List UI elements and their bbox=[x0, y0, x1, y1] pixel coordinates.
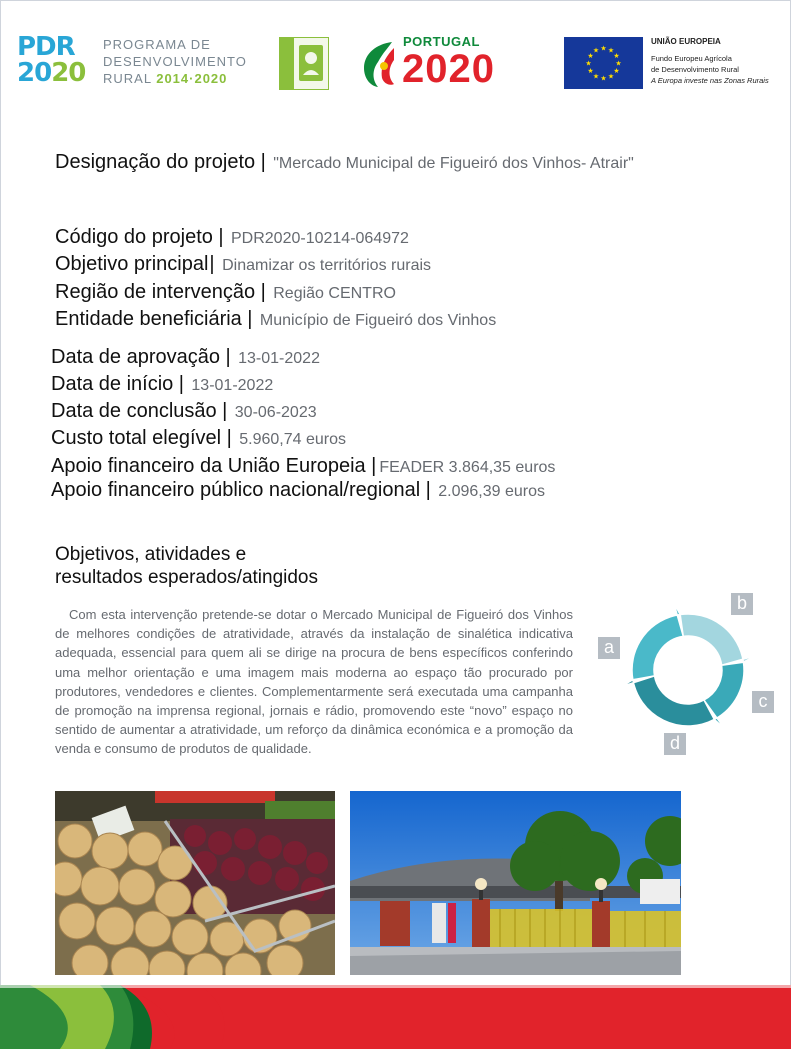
market-photo bbox=[350, 791, 681, 975]
portugal-label: PORTUGAL bbox=[403, 34, 480, 49]
pdr-program-text bbox=[103, 36, 247, 87]
custo-label: Custo total elegível bbox=[51, 427, 222, 449]
designacao-value: "Mercado Municipal de Figueiró dos Vinhos- Atrair" bbox=[273, 155, 634, 172]
aprovacao-label: Data de aprovação bbox=[51, 346, 221, 368]
cycle-ring-icon bbox=[595, 590, 785, 760]
separator: | bbox=[218, 226, 224, 248]
eu-star: ★ bbox=[592, 46, 600, 55]
codigo-label: Código do projeto bbox=[55, 226, 213, 248]
pdr-mark bbox=[17, 34, 85, 86]
portugal2020-logo bbox=[360, 34, 540, 94]
conclusao-label: Data de conclusão bbox=[51, 400, 217, 422]
diagram-label-c: c bbox=[752, 691, 774, 713]
section-title bbox=[55, 543, 318, 589]
pdr-mark-line2b: 20 bbox=[51, 58, 86, 88]
separator: | bbox=[425, 479, 431, 501]
apoio-ue-label: Apoio financeiro da União Europeia bbox=[51, 455, 366, 477]
row-regiao bbox=[55, 281, 396, 304]
designacao-label: Designação do projeto bbox=[55, 151, 256, 173]
row-conclusao bbox=[51, 400, 317, 423]
row-objetivo bbox=[55, 253, 431, 276]
leader-stripe bbox=[280, 38, 294, 89]
apoio-nacional-value: 2.096,39 euros bbox=[438, 483, 545, 500]
diagram-label-d: d bbox=[664, 733, 686, 755]
row-inicio bbox=[51, 373, 273, 396]
inicio-value: 13-01-2022 bbox=[191, 377, 274, 394]
separator: | bbox=[225, 346, 231, 368]
row-apoio-nacional bbox=[51, 479, 545, 502]
objetivo-label: Objetivo principal bbox=[55, 253, 209, 275]
inicio-label: Data de início bbox=[51, 373, 174, 395]
entidade-label: Entidade beneficiária bbox=[55, 308, 242, 330]
eu-star: ★ bbox=[587, 52, 594, 60]
eu-title: UNIÃO EUROPEIA bbox=[651, 37, 721, 46]
cycle-segment-b bbox=[680, 614, 755, 665]
eu-text-block bbox=[651, 36, 781, 86]
portugal-flag-icon bbox=[362, 40, 396, 88]
objetivo-value: Dinamizar os territórios rurais bbox=[222, 257, 432, 274]
codigo-value: PDR2020-10214-064972 bbox=[231, 230, 409, 247]
custo-value: 5.960,74 euros bbox=[239, 431, 346, 448]
eu-flag-icon bbox=[564, 37, 643, 89]
pdr-mark-line1: PDR bbox=[17, 32, 75, 62]
eu-line3: A Europa investe nas Zonas Rurais bbox=[651, 76, 769, 85]
row-custo bbox=[51, 427, 346, 450]
eu-line1: Fundo Europeu Agrícola bbox=[651, 54, 732, 63]
apoio-ue-value: FEADER 3.864,35 euros bbox=[379, 459, 556, 476]
separator: | bbox=[371, 455, 377, 477]
eu-star: ★ bbox=[585, 59, 592, 68]
eu-star: ★ bbox=[613, 52, 620, 60]
entidade-value: Município de Figueiró dos Vinhos bbox=[259, 312, 497, 329]
pdr-mark-line2a: 20 bbox=[17, 58, 52, 88]
separator: | bbox=[247, 308, 253, 330]
pdr-text-line2: DESENVOLVIMENTO bbox=[103, 54, 247, 69]
diagram-label-b: b bbox=[731, 593, 753, 615]
portugal-year: 2020 bbox=[402, 47, 495, 91]
eu-star: ★ bbox=[587, 67, 594, 75]
aprovacao-value: 13-01-2022 bbox=[238, 350, 320, 367]
eu-star: ★ bbox=[607, 72, 615, 81]
section-title-line2: resultados esperados/atingidos bbox=[55, 567, 319, 588]
eu-star: ★ bbox=[613, 67, 620, 75]
separator: | bbox=[260, 281, 266, 303]
pdr2020-logo bbox=[17, 34, 247, 94]
regiao-value: Região CENTRO bbox=[273, 285, 396, 302]
row-aprovacao bbox=[51, 346, 320, 369]
separator: | bbox=[222, 400, 228, 422]
eu-line2: de Desenvolvimento Rural bbox=[651, 65, 739, 74]
apoio-nacional-label: Apoio financeiro público nacional/regional bbox=[51, 479, 421, 501]
section-title-line1: Objetivos, atividades e bbox=[55, 544, 247, 565]
row-designacao bbox=[55, 151, 634, 174]
leader-emblem-icon bbox=[299, 45, 323, 81]
conclusao-value: 30-06-2023 bbox=[234, 404, 317, 421]
cycle-segment-d bbox=[621, 676, 714, 726]
onions-photo bbox=[55, 791, 335, 975]
row-codigo bbox=[55, 226, 409, 249]
row-entidade bbox=[55, 308, 496, 331]
eu-star: ★ bbox=[592, 72, 600, 81]
eu-star: ★ bbox=[600, 44, 607, 53]
separator: | bbox=[178, 373, 184, 395]
diagram-label-a: a bbox=[598, 637, 620, 659]
footer-band bbox=[0, 985, 791, 1049]
cycle-segment-a bbox=[632, 603, 683, 680]
separator: | bbox=[226, 427, 232, 449]
objetivos-paragraph: Com esta intervenção pretende-se dotar o Mercado Municipal de Figueiró dos Vinhos de melhores condições de atratividade, através da instalação de sinalética indicativa adequada, essencial para quem ali se dirige na procura de bens específicos conferindo uma melhor orientação e uma imagem mais moderna ao espaço tão procurado por produtores, vendedores e clientes. Complementarmente será executada uma campanha de promoção na imprensa regional, jornais e rádio, promovendo este “novo” espaço no sentido de aumentar a atratividade, um reforço da dinâmica económica e a promoção da venda e consumo de produtos de qualidade. bbox=[55, 607, 573, 757]
eu-star: ★ bbox=[600, 74, 607, 83]
cycle-diagram bbox=[595, 590, 785, 760]
separator: | bbox=[209, 253, 215, 275]
separator: | bbox=[260, 151, 266, 173]
row-apoio-ue bbox=[51, 455, 555, 478]
eu-star: ★ bbox=[607, 46, 615, 55]
pdr-text-line3: RURAL bbox=[103, 71, 152, 86]
pdr-text-years: 2014·2020 bbox=[156, 71, 228, 86]
leader-logo bbox=[279, 37, 329, 90]
pdr-text-line1: PROGRAMA DE bbox=[103, 37, 211, 52]
eu-star: ★ bbox=[615, 59, 622, 68]
regiao-label: Região de intervenção bbox=[55, 281, 256, 303]
